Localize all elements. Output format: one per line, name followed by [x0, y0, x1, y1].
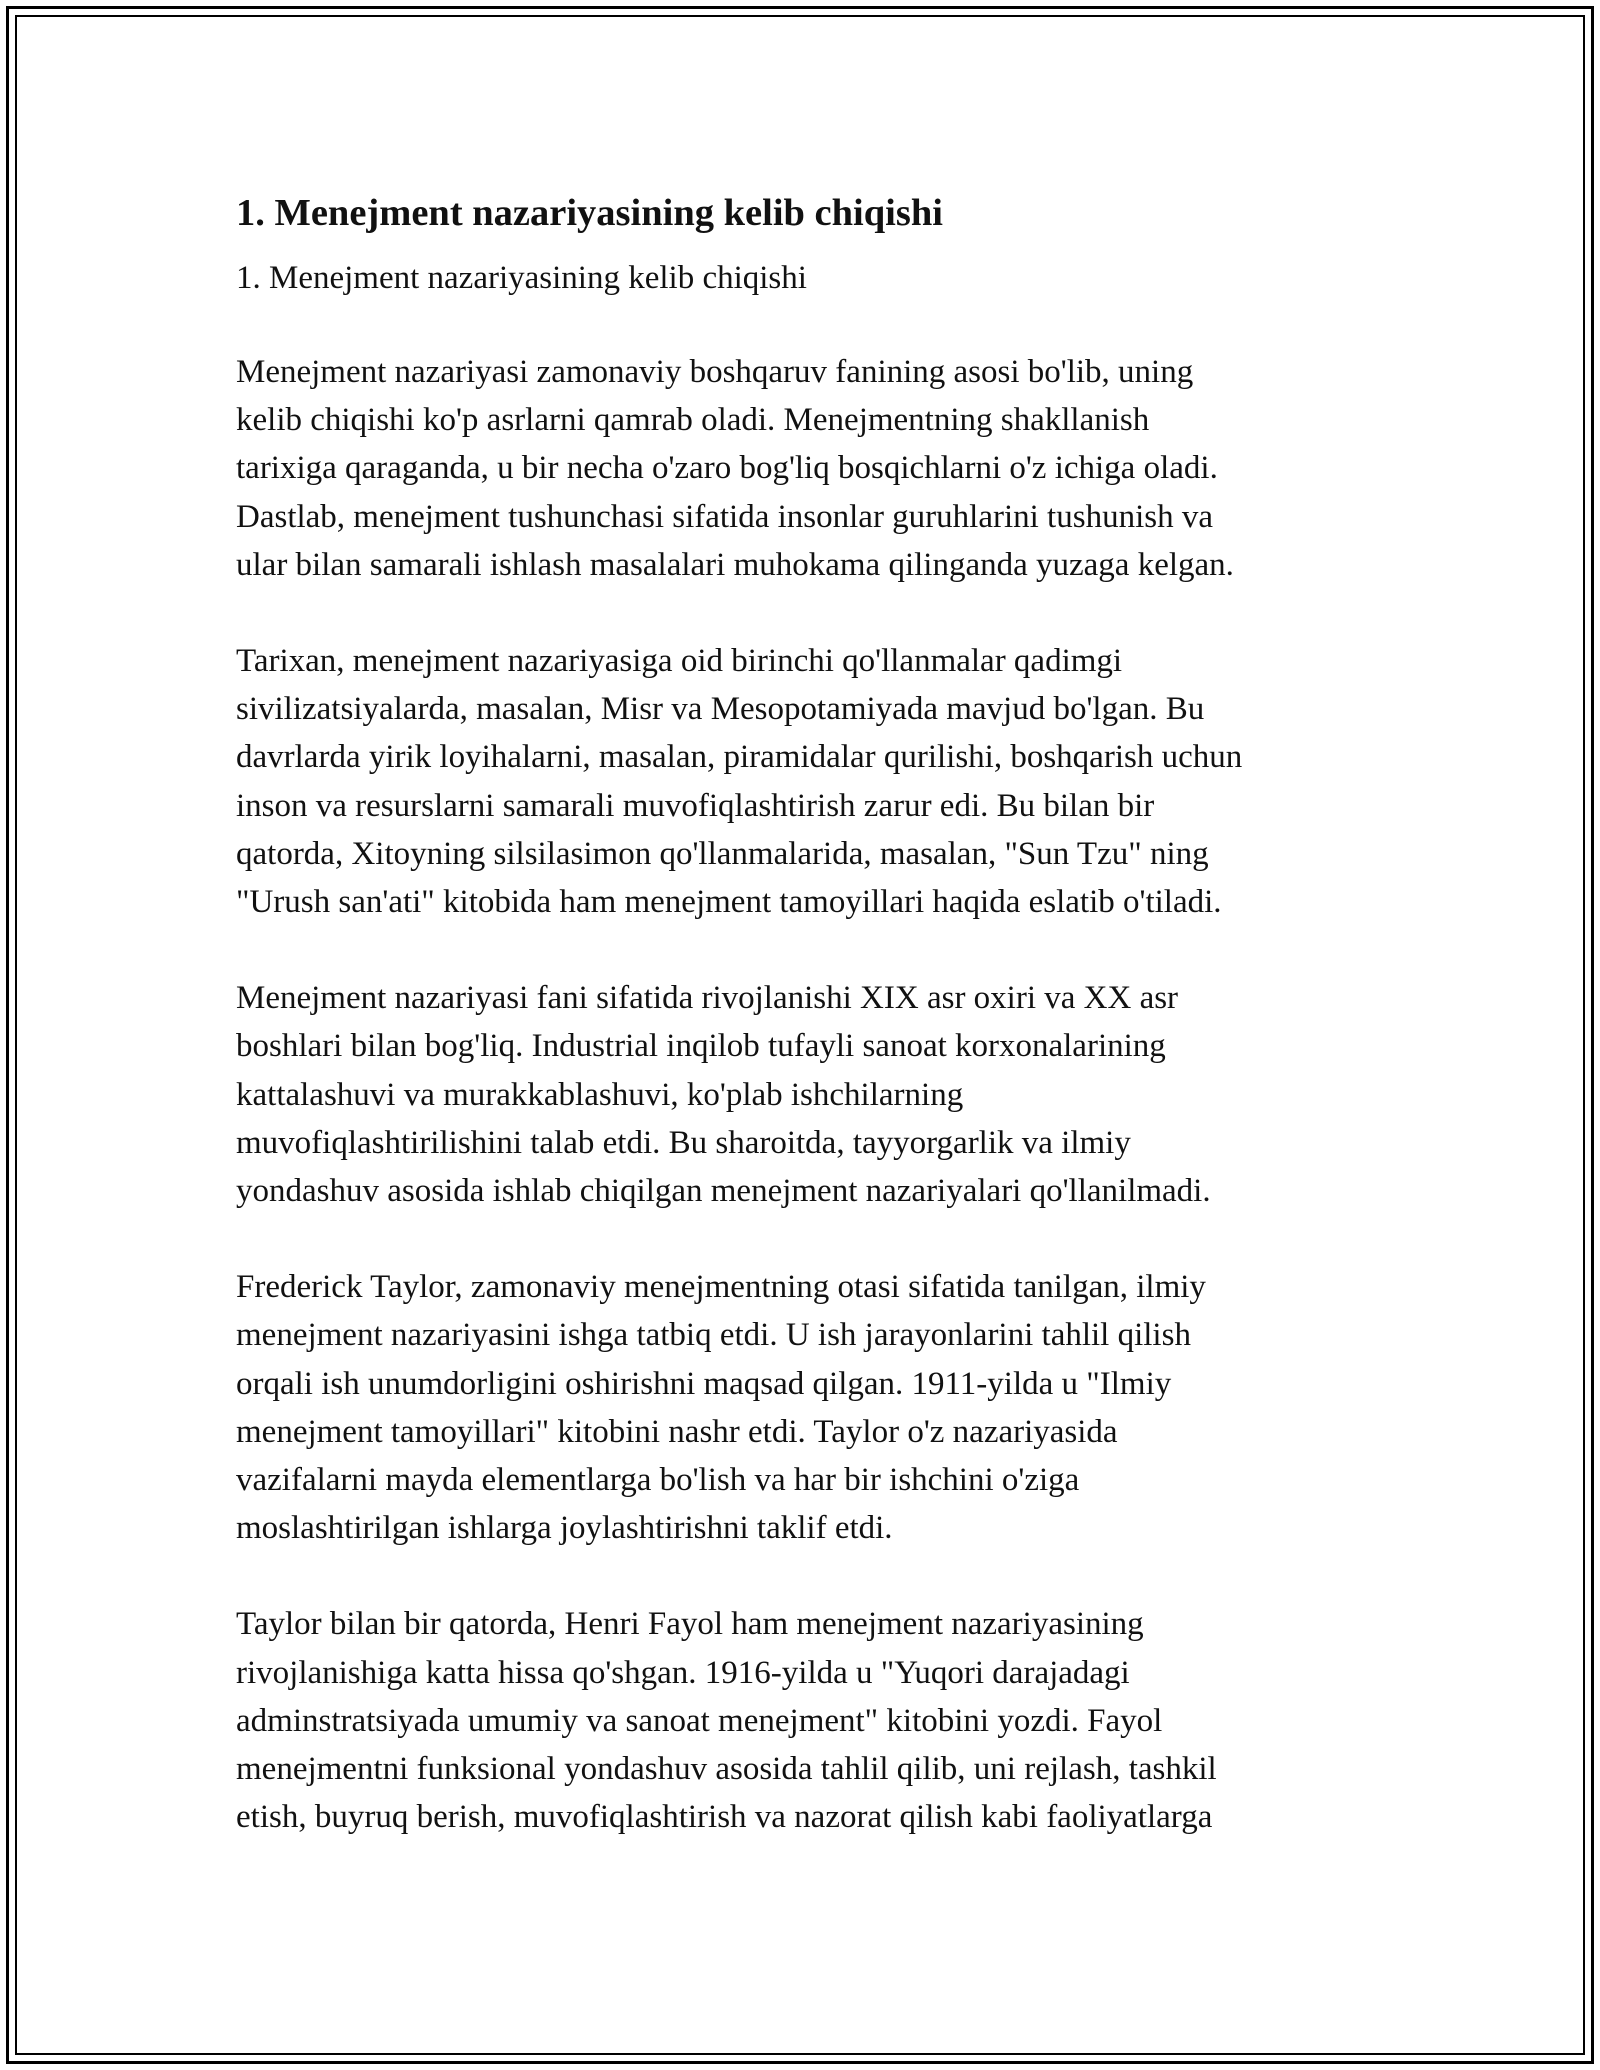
paragraph-line: davrlarda yirik loyihalarni, masalan, piramidalar qurilishi, boshqarish uchun [236, 739, 1243, 776]
paragraph-line: Dastlab, menejment tushunchasi sifatida insonlar guruhlarini tushunish va [236, 498, 1213, 535]
paragraph-line: menejment nazariyasini ishga tatbiq etdi. U ish jarayonlarini tahlil qilish [236, 1317, 1191, 1354]
paragraph-origins [236, 348, 1376, 589]
paragraph-line: sivilizatsiyalarda, masalan, Misr va Mesopotamiyada mavjud bo'lgan. Bu [236, 691, 1205, 728]
paragraph-fayol [236, 1600, 1376, 1841]
paragraph-line: tarixiga qaraganda, u bir necha o'zaro bog'liq bosqichlarni o'z ichiga oladi. [236, 450, 1218, 487]
paragraph-line: Frederick Taylor, zamonaviy menejmentning otasi sifatida tanilgan, ilmiy [236, 1269, 1206, 1306]
paragraph-line: yondashuv asosida ishlab chiqilgan menejment nazariyalari qo'llanilmadi. [236, 1173, 1211, 1210]
paragraph-line: muvofiqlashtirilishini talab etdi. Bu sharoitda, tayyorgarlik va ilmiy [236, 1124, 1131, 1161]
paragraph-line: kelib chiqishi ko'p asrlarni qamrab oladi. Menejmentning shakllanish [236, 402, 1150, 439]
paragraph-line: moslashtirilgan ishlarga joylashtirishni taklif etdi. [236, 1510, 893, 1547]
paragraph-line: vazifalarni mayda elementlarga bo'lish va har bir ishchini o'ziga [236, 1462, 1080, 1499]
paragraph-line: kattalashuvi va murakkablashuvi, ko'plab ishchilarning [236, 1076, 964, 1113]
paragraph-line: menejmentni funksional yondashuv asosida tahlil qilib, uni rejlash, tashkil [236, 1751, 1217, 1788]
paragraph-line: qatorda, Xitoyning silsilasimon qo'llanmalarida, masalan, "Sun Tzu" ning [236, 835, 1209, 872]
paragraph-line: Tarixan, menejment nazariyasiga oid birinchi qo'llanmalar qadimgi [236, 643, 1123, 680]
document-body [236, 186, 1376, 1841]
paragraph-line: rivojlanishiga katta hissa qo'shgan. 1916-yilda u "Yuqori darajadagi [236, 1654, 1130, 1691]
paragraph-line: "Urush san'ati" kitobida ham menejment tamoyillari haqida eslatib o'tiladi. [236, 884, 1222, 921]
paragraph-line: ular bilan samarali ishlash masalalari muhokama qilinganda yuzaga kelgan. [236, 546, 1234, 583]
document-title: 1. Menejment nazariyasining kelib chiqishi [236, 192, 943, 234]
paragraph-line: inson va resurslarni samarali muvofiqlashtirish zarur edi. Bu bilan bir [236, 787, 1155, 824]
paragraph-line: boshlari bilan bog'liq. Industrial inqilob tufayli sanoat korxonalarining [236, 1028, 1166, 1065]
paragraph-line: Taylor bilan bir qatorda, Henri Fayol ham menejment nazariyasining [236, 1606, 1144, 1643]
paragraph-industrial-era [236, 974, 1376, 1215]
document-subtitle: 1. Menejment nazariyasining kelib chiqishi [236, 260, 807, 296]
paragraph-ancient-history [236, 637, 1376, 926]
paragraph-line: etish, buyruq berish, muvofiqlashtirish va nazorat qilish kabi faoliyatlarga [236, 1799, 1213, 1836]
paragraph-line: orqali ish unumdorligini oshirishni maqsad qilgan. 1911-yilda u "Ilmiy [236, 1365, 1172, 1402]
paragraph-taylor [236, 1263, 1376, 1552]
paragraph-line: adminstratsiyada umumiy va sanoat menejment" kitobini yozdi. Fayol [236, 1702, 1163, 1739]
paragraph-line: Menejment nazariyasi fani sifatida rivojlanishi XIX asr oxiri va XX asr [236, 980, 1179, 1017]
paragraph-line: Menejment nazariyasi zamonaviy boshqaruv fanining asosi bo'lib, uning [236, 354, 1194, 390]
paragraph-line: menejment tamoyillari" kitobini nashr etdi. Taylor o'z nazariyasida [236, 1413, 1118, 1450]
